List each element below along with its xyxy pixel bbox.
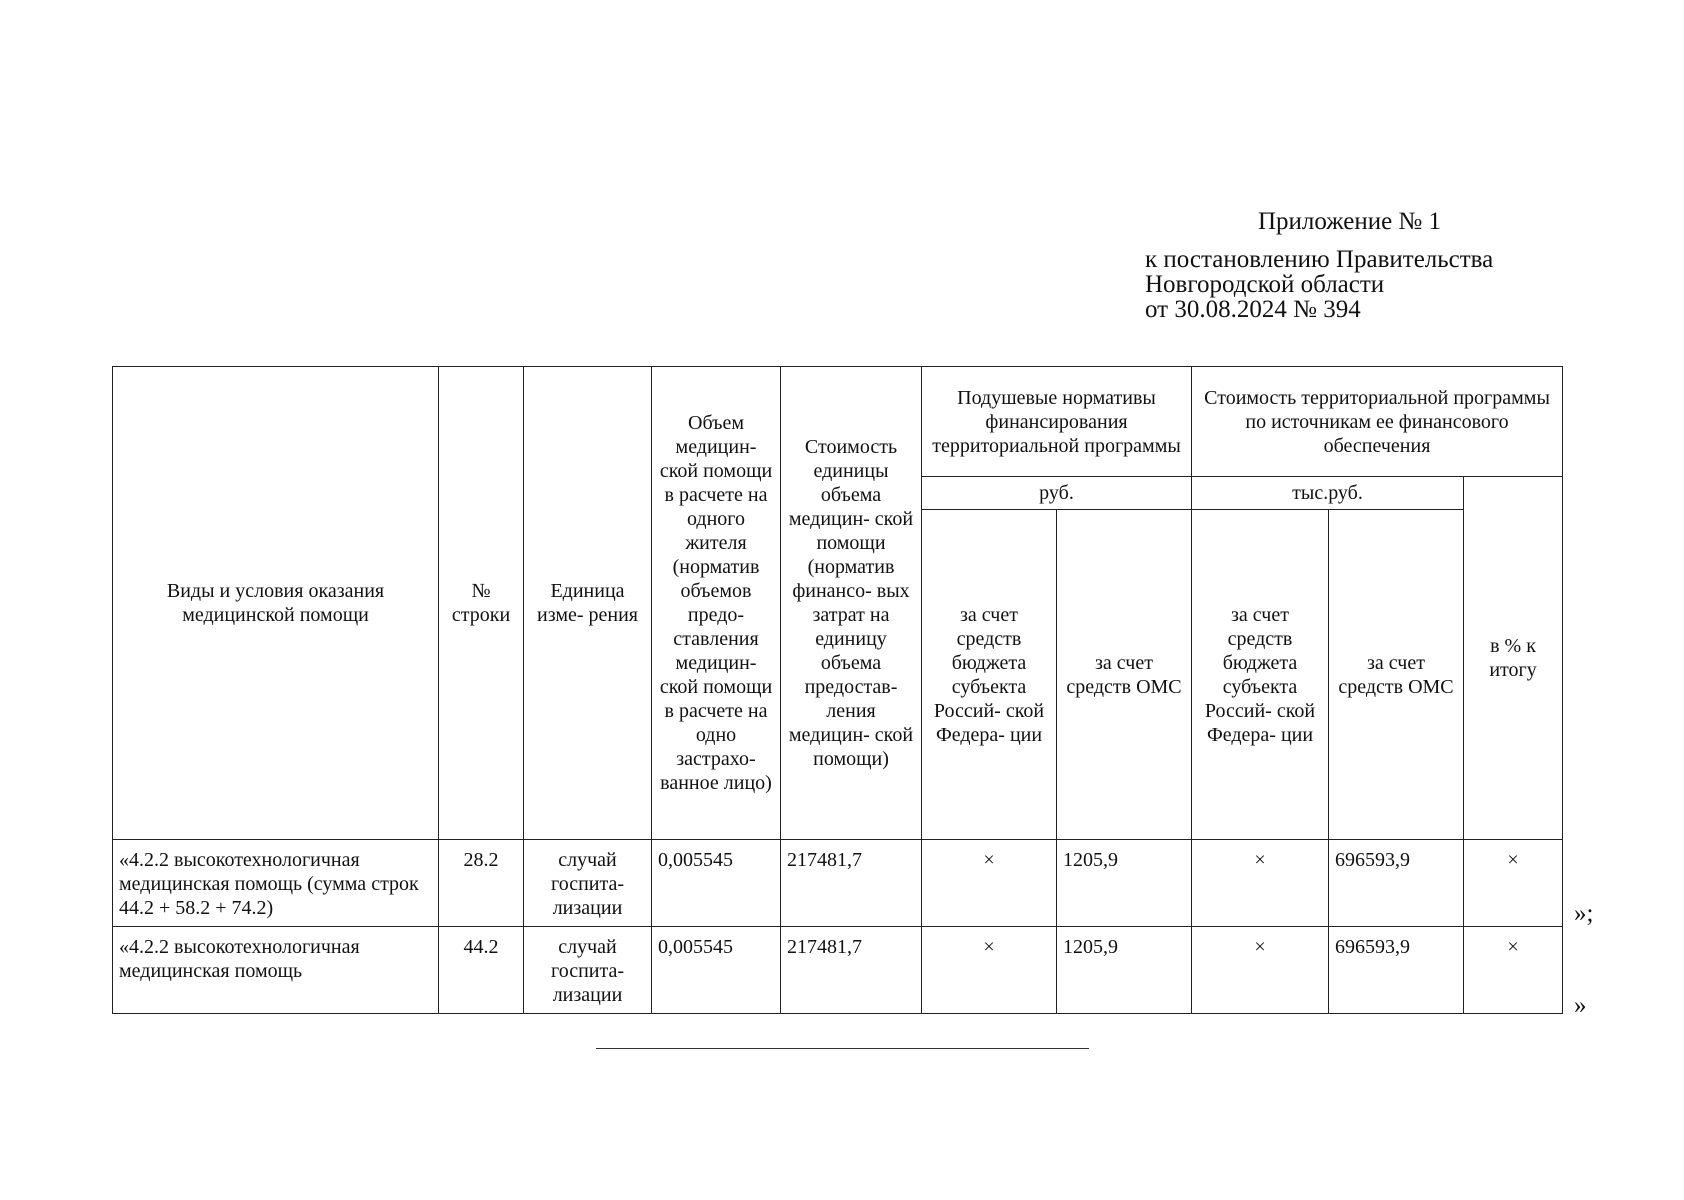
header-program-oms: за счет средств ОМС bbox=[1329, 510, 1464, 840]
table-row bbox=[113, 927, 1563, 1014]
row-unit: случай госпита- лизации bbox=[524, 927, 652, 1014]
row-per-capita-budget: × bbox=[922, 927, 1057, 1014]
row-number: 28.2 bbox=[439, 840, 524, 927]
header-unit: Единица изме- рения bbox=[524, 367, 652, 840]
closing-quote-2: » bbox=[1574, 992, 1587, 1019]
row-program-oms: 696593,9 bbox=[1329, 927, 1464, 1014]
row-program-oms: 696593,9 bbox=[1329, 840, 1464, 927]
row-name: «4.2.2 высокотехнологичная медицинская помощь (сумма строк 44.2 + 58.2 + 74.2) bbox=[113, 840, 439, 927]
row-unit: случай госпита- лизации bbox=[524, 840, 652, 927]
row-percent: × bbox=[1464, 840, 1563, 927]
appendix-title: Приложение № 1 bbox=[1258, 208, 1442, 235]
row-number: 44.2 bbox=[439, 927, 524, 1014]
header-row-top bbox=[113, 367, 1563, 477]
norms-table bbox=[112, 366, 1563, 1014]
header-thous-rub: тыс.руб. bbox=[1192, 477, 1464, 510]
appendix-line-2: Новгородской области bbox=[1145, 271, 1385, 298]
row-percent: × bbox=[1464, 927, 1563, 1014]
row-cost: 217481,7 bbox=[781, 840, 922, 927]
header-program-budget: за счет средств бюджета субъекта Россий- ской Федера- ции bbox=[1192, 510, 1329, 840]
row-per-capita-oms: 1205,9 bbox=[1057, 840, 1192, 927]
header-per-capita-oms: за счет средств ОМС bbox=[1057, 510, 1192, 840]
header-per-capita: Подушевые нормативы финансирования территориальной программы bbox=[922, 367, 1192, 477]
header-types: Виды и условия оказания медицинской помощи bbox=[113, 367, 439, 840]
row-cost: 217481,7 bbox=[781, 927, 922, 1014]
header-volume: Объем медицин- ской помощи в расчете на одного жителя (норматив объемов предо- ставления медицин- ской помощи в расчете на одно застрахо- ванное лицо) bbox=[652, 367, 781, 840]
header-cost: Стоимость единицы объема медицин- ской помощи (норматив финансо- вых затрат на единицу объема предостав- ления медицин- ской помощи) bbox=[781, 367, 922, 840]
appendix-line-3: от 30.08.2024 № 394 bbox=[1145, 296, 1361, 323]
header-rub: руб. bbox=[922, 477, 1192, 510]
row-name: «4.2.2 высокотехнологичная медицинская помощь bbox=[113, 927, 439, 1014]
row-per-capita-oms: 1205,9 bbox=[1057, 927, 1192, 1014]
closing-quote-1: »; bbox=[1574, 900, 1594, 927]
row-volume: 0,005545 bbox=[652, 927, 781, 1014]
row-per-capita-budget: × bbox=[922, 840, 1057, 927]
header-percent: в % к итогу bbox=[1464, 477, 1563, 840]
header-program-cost: Стоимость территориальной программы по источникам ее финансового обеспечения bbox=[1192, 367, 1563, 477]
row-volume: 0,005545 bbox=[652, 840, 781, 927]
separator-line bbox=[596, 1048, 1089, 1049]
appendix-line-1: к постановлению Правительства bbox=[1145, 246, 1494, 273]
row-program-budget: × bbox=[1192, 840, 1329, 927]
row-program-budget: × bbox=[1192, 927, 1329, 1014]
table-row bbox=[113, 840, 1563, 927]
header-row-no: № строки bbox=[439, 367, 524, 840]
header-per-capita-budget: за счет средств бюджета субъекта Россий- ской Федера- ции bbox=[922, 510, 1057, 840]
